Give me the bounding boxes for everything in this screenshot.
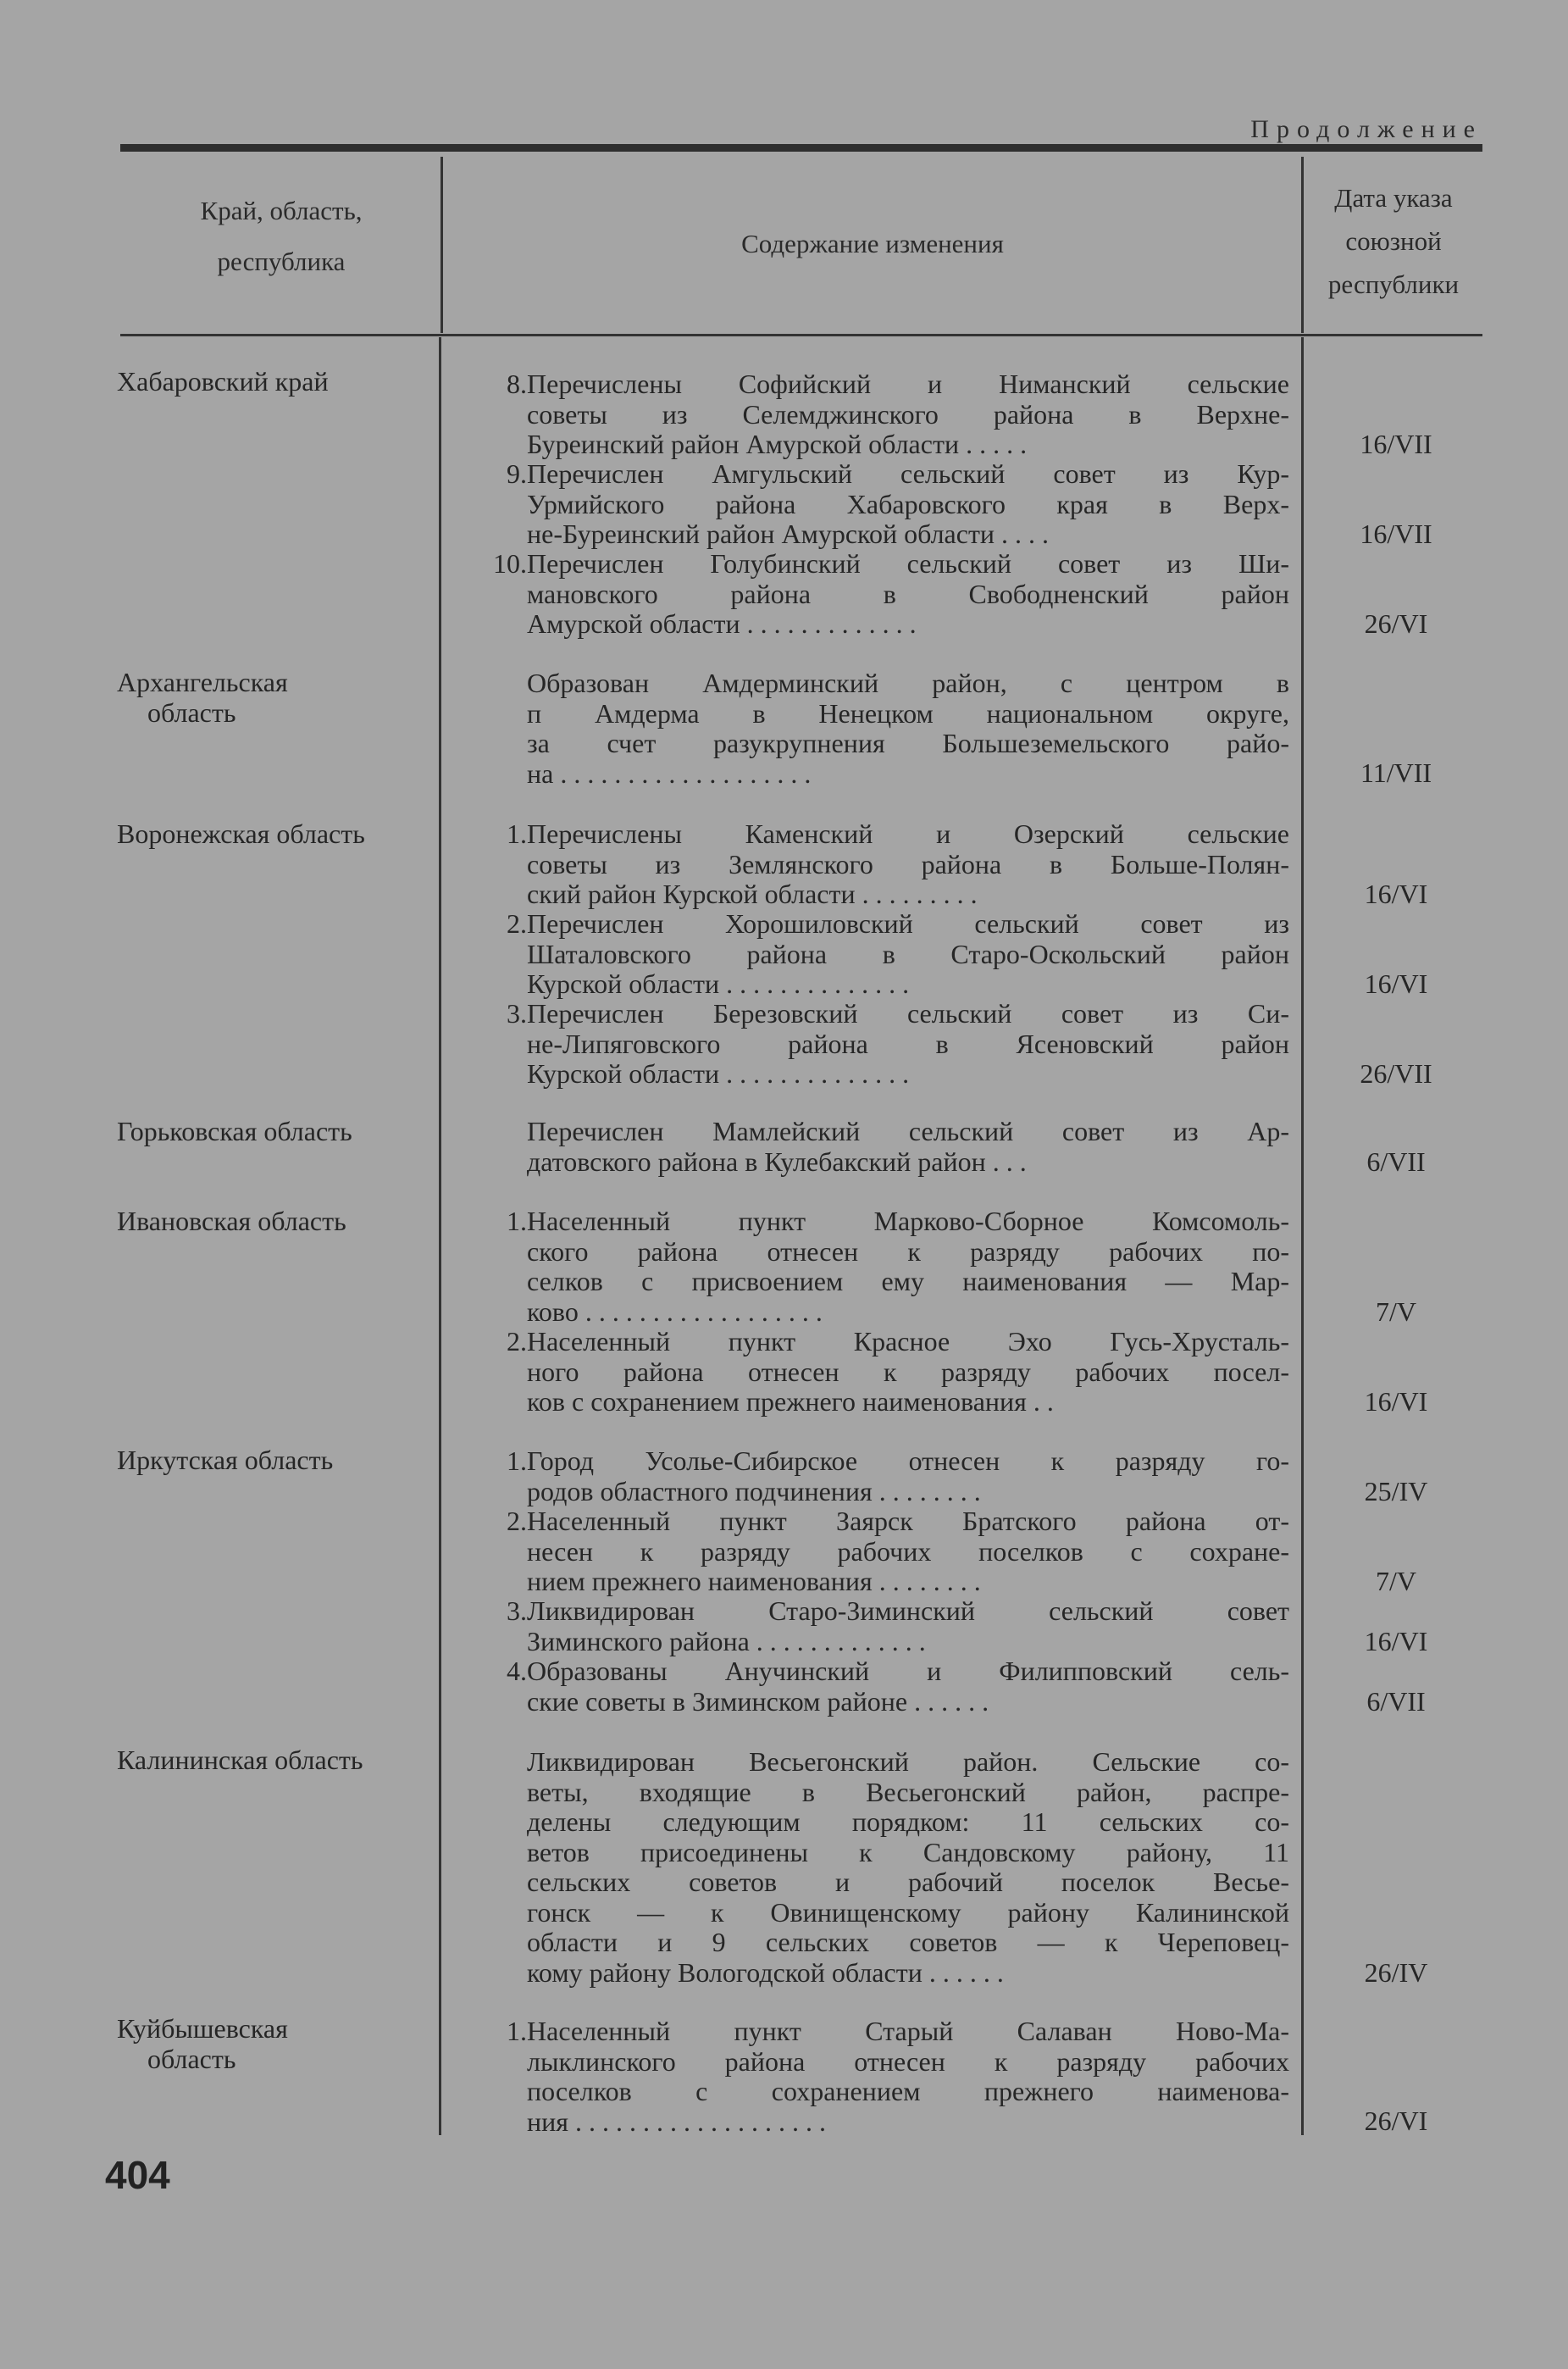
- entry-line: Курской области . . . . . . . . . . . . . .: [527, 968, 910, 999]
- entry-line: Перечислены Софийский и Ниманский сельские: [527, 369, 1289, 399]
- region-kuibyshev: [117, 2013, 439, 2074]
- entry-number: 10.: [493, 548, 527, 579]
- entry-number: 1.: [507, 2016, 527, 2046]
- entry-number: 2.: [507, 1326, 527, 1356]
- entry-line: гонск — к Овинищенскому району Калининской: [527, 1896, 1289, 1928]
- entry-date: 16/VII: [1360, 519, 1432, 549]
- entry-date: 26/VII: [1360, 1058, 1432, 1089]
- region-arkhangelsk-line2: область: [147, 697, 236, 728]
- entry-number: 1.: [507, 1445, 527, 1476]
- entry-number: 3.: [507, 1595, 527, 1626]
- page-number: 404: [105, 2153, 170, 2197]
- col-divider-1: [439, 337, 441, 2135]
- region-ivanovo: Ивановская область: [117, 1206, 346, 1236]
- header-region-col: [120, 191, 442, 282]
- region-kalinin: Калининская область: [117, 1745, 363, 1775]
- entry-khabarovsk-8: [483, 369, 1289, 460]
- top-rule: [120, 144, 1482, 152]
- col-divider-1-header: [440, 157, 443, 333]
- entry-line: п Амдерма в Ненецком национальном округе,: [527, 697, 1289, 729]
- entry-line: советы из Селемджинского района в Верхне-: [527, 398, 1289, 430]
- entry-line: Ликвидирован Весьегонский район. Сельские со-: [527, 1746, 1289, 1777]
- entry-irkutsk-2: [483, 1506, 1289, 1597]
- entry-voronezh-1: [483, 819, 1289, 910]
- region-kuibyshev-line2: область: [147, 2044, 236, 2074]
- entry-date: 16/VI: [1364, 879, 1428, 909]
- entry-line: селков с присвоением ему наименования — Мар-: [527, 1266, 1289, 1296]
- col-divider-2-header: [1301, 157, 1304, 333]
- entry-number: 9.: [507, 458, 527, 489]
- header-region-line1: Край, область,: [200, 196, 363, 225]
- entry-date: 6/VII: [1366, 1146, 1426, 1177]
- entry-irkutsk-4: [483, 1656, 1289, 1717]
- entry-date: 6/VII: [1366, 1686, 1426, 1717]
- entry-line: Перечислены Каменский и Озерский сельские: [527, 818, 1289, 849]
- entry-date: 26/IV: [1364, 1957, 1428, 1988]
- entry-line: Перечислен Амгульский сельский совет из Кур-: [527, 458, 1289, 489]
- entry-line: Образован Амдерминский район, с центром в: [527, 668, 1289, 698]
- entry-line: ния . . . . . . . . . . . . . . . . . . .: [527, 2105, 826, 2137]
- col-divider-2: [1301, 337, 1304, 2135]
- entry-gorky: [483, 1117, 1289, 1177]
- entry-ivanovo-2: [483, 1327, 1289, 1418]
- entry-line: Перечислен Хорошиловский сельский совет из: [527, 908, 1289, 939]
- entry-line: Населенный пункт Заярск Братского района от-: [527, 1506, 1289, 1536]
- entry-line: делены следующим порядком: 11 сельских со-: [527, 1806, 1289, 1837]
- entry-number: 2.: [507, 1506, 527, 1536]
- entry-date: 11/VII: [1360, 757, 1432, 788]
- entry-line: Населенный пункт Старый Салаван Ново-Ма-: [527, 2016, 1289, 2046]
- region-voronezh: Воронежская область: [117, 818, 365, 849]
- entry-line: Амурской области . . . . . . . . . . . . .: [527, 608, 917, 639]
- entry-line: области и 9 сельских советов — к Череповец-: [527, 1927, 1289, 1957]
- entry-khabarovsk-9: [483, 459, 1289, 550]
- region-irkutsk: Иркутская область: [117, 1445, 334, 1475]
- continued-label: Продолжение: [1250, 115, 1482, 143]
- entry-number: 1.: [507, 818, 527, 849]
- entry-khabarovsk-10: [483, 549, 1289, 640]
- entry-date: 25/IV: [1364, 1476, 1428, 1506]
- entry-line: датовского района в Кулебакский район . . .: [527, 1146, 1027, 1177]
- entry-line: не-Липяговского района в Ясеновский район: [527, 1028, 1289, 1059]
- header-date-col: [1305, 176, 1482, 306]
- entry-number: 8.: [507, 369, 527, 399]
- entry-line: ного района отнесен к разряду рабочих посел-: [527, 1356, 1289, 1387]
- region-gorky: Горьковская область: [117, 1116, 352, 1146]
- header-content-col: Содержание изменения: [741, 229, 1004, 258]
- entry-line: ский район Курской области . . . . . . . . .: [527, 879, 978, 909]
- entry-date: 16/VI: [1364, 968, 1428, 999]
- region-khabarovsk: Хабаровский край: [117, 366, 329, 397]
- entry-line: ково . . . . . . . . . . . . . . . . . .: [527, 1295, 823, 1327]
- entry-line: Перечислен Голубинский сельский совет из Ши-: [527, 548, 1289, 579]
- entry-date: 7/V: [1376, 1296, 1416, 1327]
- entry-date: 26/VI: [1364, 2105, 1428, 2136]
- entry-kalinin: [483, 1747, 1289, 1988]
- header-region-line2: республика: [217, 247, 346, 277]
- region-kuibyshev-line1: Куйбышевская: [117, 2013, 288, 2044]
- header-date-line1: Дата указа: [1334, 183, 1453, 213]
- entry-line: не-Буреинский район Амурской области . . . .: [527, 519, 1050, 549]
- entry-line: Урмийского района Хабаровского края в Верх-: [527, 488, 1289, 519]
- entry-line: поселков с сохранением прежнего наименова-: [527, 2076, 1289, 2106]
- entry-line: ков с сохранением прежнего наименования . .: [527, 1386, 1054, 1417]
- entry-line: родов областного подчинения . . . . . . . .: [527, 1475, 981, 1506]
- header-date-line3: республики: [1327, 269, 1460, 300]
- entry-kuibyshev-1: [483, 2017, 1289, 2137]
- entry-line: ветов присоединены к Сандовскому району, 11: [527, 1836, 1289, 1867]
- entry-date: 16/VI: [1364, 1386, 1428, 1417]
- entry-line: несен к разряду рабочих поселков с сохране-: [527, 1535, 1289, 1567]
- entry-line: советы из Землянского района в Больше-Полян-: [527, 848, 1289, 879]
- entry-voronezh-2: [483, 909, 1289, 1000]
- entry-date: 26/VI: [1364, 608, 1428, 639]
- entry-line: кому району Вологодской области . . . . . .: [527, 1956, 1004, 1988]
- entry-line: веты, входящие в Весьегонский район, распре-: [527, 1776, 1289, 1807]
- header-rule: [120, 334, 1482, 336]
- entry-line: сельских советов и рабочий поселок Весье-: [527, 1867, 1289, 1897]
- entry-line: Зиминского района . . . . . . . . . . . . .: [527, 1625, 926, 1656]
- entry-line: нием прежнего наименования . . . . . . . .: [527, 1566, 981, 1596]
- entry-number: 1.: [507, 1206, 527, 1236]
- entry-arkhangelsk: [483, 669, 1289, 789]
- entry-number: 3.: [507, 998, 527, 1029]
- entry-number: 2.: [507, 908, 527, 939]
- entry-line: Курской области . . . . . . . . . . . . . .: [527, 1058, 910, 1089]
- entry-line: Населенный пункт Красное Эхо Гусь-Хрусталь-: [527, 1326, 1289, 1356]
- header-date-line2: союзной: [1345, 226, 1442, 257]
- entry-line: Перечислен Березовский сельский совет из Си-: [527, 998, 1289, 1029]
- entry-date: 16/VI: [1364, 1626, 1428, 1656]
- region-arkhangelsk: [117, 667, 439, 728]
- entry-ivanovo-1: [483, 1207, 1289, 1327]
- region-arkhangelsk-line1: Архангельская: [117, 667, 288, 697]
- entry-line: на . . . . . . . . . . . . . . . . . . .: [527, 757, 812, 789]
- entry-line: ского района отнесен к разряду рабочих по-: [527, 1235, 1289, 1267]
- entry-line: Буреинский район Амурской области . . . . .: [527, 429, 1028, 459]
- entry-number: 4.: [507, 1656, 527, 1686]
- entry-date: 16/VII: [1360, 429, 1432, 459]
- entry-line: за счет разукрупнения Большеземельского райо-: [527, 728, 1289, 758]
- entry-line: Образованы Анучинский и Филипповский сель-: [527, 1656, 1289, 1686]
- entry-line: Город Усолье-Сибирское отнесен к разряду го-: [527, 1445, 1289, 1476]
- entry-line: Ликвидирован Старо-Зиминский сельский совет: [527, 1595, 1289, 1626]
- entry-line: Шаталовского района в Старо-Оскольский район: [527, 938, 1289, 969]
- entry-irkutsk-3: [483, 1596, 1289, 1656]
- entry-line: ские советы в Зиминском районе . . . . . .: [527, 1685, 989, 1717]
- entry-line: Перечислен Мамлейский сельский совет из Ар-: [527, 1116, 1289, 1146]
- entry-line: мановского района в Свободненский район: [527, 578, 1289, 609]
- entry-date: 7/V: [1376, 1566, 1416, 1596]
- entry-line: Населенный пункт Марково-Сборное Комсомоль-: [527, 1206, 1289, 1236]
- entry-line: лыклинского района отнесен к разряду рабочих: [527, 2045, 1289, 2077]
- entry-irkutsk-1: [483, 1446, 1289, 1506]
- entry-voronezh-3: [483, 999, 1289, 1090]
